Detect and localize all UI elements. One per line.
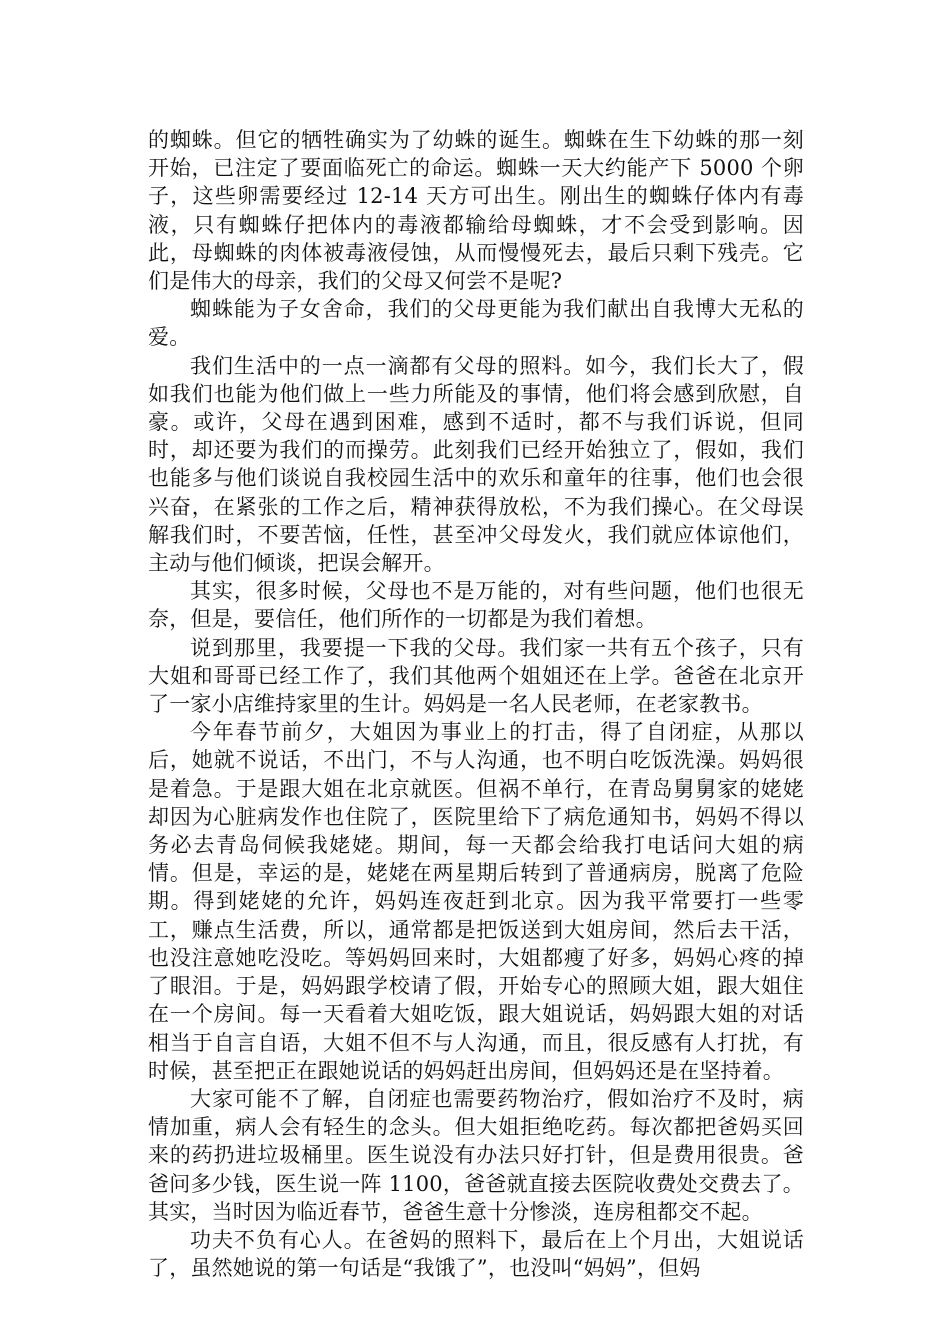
paragraph-4: 其实，很多时候，父母也不是万能的，对有些问题，他们也很无奈，但是，要信任，他们所作的一切都是为我们着想。 [148, 579, 804, 632]
paragraph-2: 蜘蛛能为子女舍命，我们的父母更能为我们献出自我博大无私的爱。 [148, 297, 804, 350]
paragraph-7: 大家可能不了解，自闭症也需要药物治疗，假如治疗不及时，病情加重，病人会有轻生的念头。但大姐拒绝吃药。每次都把爸妈买回来的药扔进垃圾桶里。医生说没有办法只好打针，但是费用很贵。爸爸问多少钱，医生说一阵 1100，爸爸就直接去医院收费处交费去了。其实，当时因为临近春节，爸爸生意十分惨淡，连房租都交不起。 [148, 1086, 804, 1224]
paragraph-5: 说到那里，我要提一下我的父母。我们家一共有五个孩子，只有大姐和哥哥已经工作了，我们其他两个姐姐还在上学。爸爸在北京开了一家小店维持家里的生计。妈妈是一名人民老师，在老家教书。 [148, 635, 804, 717]
paragraph-6: 今年春节前夕，大姐因为事业上的打击，得了自闭症，从那以后，她就不说话，不出门，不与人沟通，也不明白吃饭洗澡。妈妈很是着急。于是跟大姐在北京就医。但祸不单行，在青岛舅舅家的姥姥却因为心脏病发作也住院了，医院里给下了病危通知书，妈妈不得以务必去青岛伺候我姥姥。期间，每一天都会给我打电话问大姐的病情。但是，幸运的是，姥姥在两星期后转到了普通病房，脱离了危险期。得到姥姥的允许，妈妈连夜赶到北京。因为我平常要打一些零工，赚点生活费，所以，通常都是把饭送到大姐房间，然后去干活，也没注意她吃没吃。等妈妈回来时，大姐都瘦了好多，妈妈心疼的掉了眼泪。于是，妈妈跟学校请了假，开始专心的照顾大姐，跟大姐住在一个房间。每一天看着大姐吃饭，跟大姐说话，妈妈跟大姐的对话相当于自言自语，大姐不但不与人沟通，而且，很反感有人打扰，有时候，甚至把正在跟她说话的妈妈赶出房间，但妈妈还是在坚持着。 [148, 720, 804, 1083]
paragraph-3: 我们生活中的一点一滴都有父母的照料。如今，我们长大了，假如我们也能为他们做上一些力所能及的事情，他们将会感到欣慰，自豪。或许，父母在遇到困难，感到不适时，都不与我们诉说，但同时，却还要为我们的而操劳。此刻我们已经开始独立了，假如，我们也能多与他们谈说自我校园生活中的欢乐和童年的往事，他们也会很兴奋，在紧张的工作之后，精神获得放松，不为我们操心。在父母误解我们时，不要苦恼，任性，甚至冲父母发火，我们就应体谅他们，主动与他们倾谈，把误会解开。 [148, 353, 804, 576]
document-body [148, 126, 804, 1282]
paragraph-8: 功夫不负有心人。在爸妈的照料下，最后在上个月出，大姐说话了，虽然她说的第一句话是“我饿了”，也没叫“妈妈”，但妈 [148, 1227, 804, 1281]
paragraph-1: 的蜘蛛。但它的牺牲确实为了幼蛛的诞生。蜘蛛在生下幼蛛的那一刻开始，已注定了要面临死亡的命运。蜘蛛一天大约能产下 5000 个卵子，这些卵需要经过 12-14 天方可出生。刚出生的蜘蛛仔体内有毒液，只有蜘蛛仔把体内的毒液都输给母蜘蛛，才不会受到影响。因此，母蜘蛛的肉体被毒液侵蚀，从而慢慢死去，最后只剩下残壳。它们是伟大的母亲，我们的父母又何尝不是呢? [148, 128, 804, 294]
